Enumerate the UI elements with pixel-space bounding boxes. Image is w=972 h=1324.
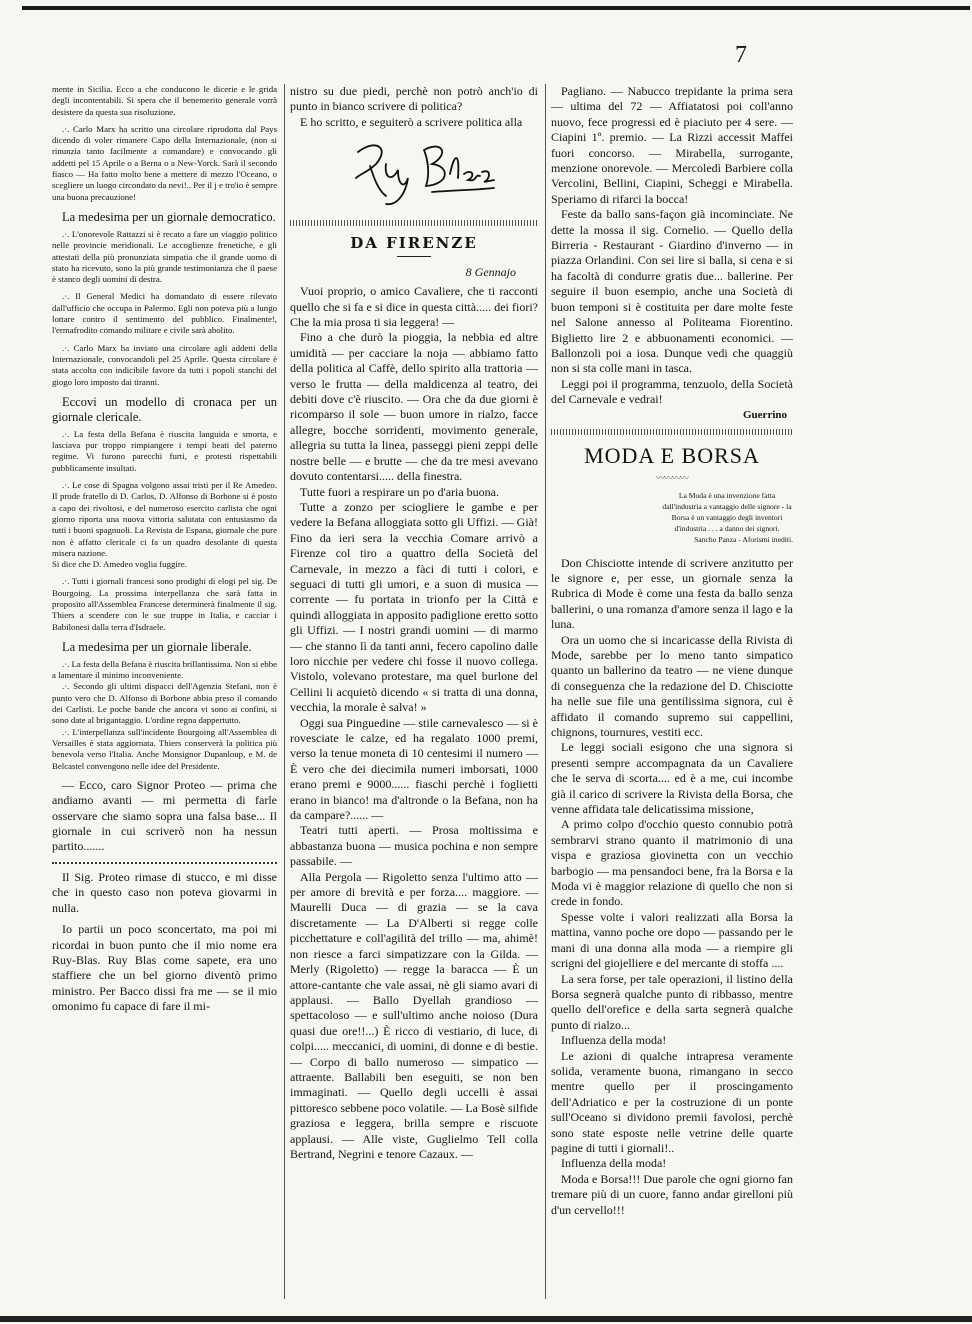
- paragraph: .·. L'interpellanza sull'incidente Bourgoing all'Assemblea di Versailles è stata aggiornata. Thiers conserverà la politica più benevola verso l'Italia. Anche Monsignor Dupanloup, e M. de Belcastel convengono nelle idee del Presidente.: [52, 726, 277, 771]
- paragraph: .·. L'onorevole Rattazzi si è recato a fare un viaggio politico nelle provincie meridionali. Le accoglienze frenetiche, e gli attestati della più pronunziata simpatia che il grande uomo di stato ha ricevuto, sono la più grande testimonianza che il paese è stanco degli uomini di destra.: [52, 228, 277, 285]
- paragraph: Vuoi proprio, o amico Cavaliere, che ti racconti quello che si fa e si dice in questa città..... dei fiori? Che la mia prosa ti sia leggera! —: [290, 284, 538, 330]
- paragraph: .·. La festa della Befana è riuscita languida e smorta, e lasciava pur troppo rimpiangere i tempi beati del paterno regime. Vi furono parecchi furti, e protesti rispettabili pubblicamente insultati.: [52, 428, 277, 473]
- paragraph: Io partii un poco sconcertato, ma poi mi ricordai in buon punto che il mio nome era Ruy-Blas. Ruy Blas come sapete, era uno staffiere che un bel giorno diventò primo ministro. Per Bacco dissi fra me — se il mio omonimo fu capace di fare il mi-: [52, 922, 277, 1014]
- section-title: DA FIRENZE: [350, 234, 478, 253]
- epigraph-source: Sancho Panza - Aforismi inediti.: [694, 534, 793, 544]
- paragraph: Teatri tutti aperti. — Prosa moltissima e abbastanza buona — musica pochina e non sempre passabile. —: [290, 823, 538, 869]
- paragraph: Le leggi sociali esigono che una signora si presenti sempre accompagnata da un Cavaliere che le serva di scorta.... ed è a me, cui incombe già il carico di scrivere la Rivista della Borsa, che venne affidata tale delicatissima missione,: [551, 740, 793, 817]
- paragraph: .·. Le cose di Spagna volgono assai tristi per il Re Amedeo. Il prode fratello di D. Carlos, D. Alfonso di Borbone si è posto a capo dei rivoltosi, e del numeroso esercito carlista che ogni giorno riporta una nuova vittoria salutata con entusiasmo da tutti i buoni spagnuoli. La Revista de Espana, giornale che pure non è affatto clericale ci fa un quadro desolante di questa misera nazione.: [52, 480, 277, 558]
- paragraph: .·. Carlo Marx ha inviato una circolare agli addetti della Internazionale, convocandoli pel 25 Aprile. Questa circolare è stata accolta con indicibile favore da tutti i popoli stanchi del giogo loro imposto dai tiranni.: [52, 342, 277, 387]
- epigraph: La Moda è una invenzione fatta dall'industria a vantaggio delle signore - la Borsa è un vantaggio degli inventori d'industria . . . a danno dei signori.: [662, 490, 792, 533]
- column-divider: [545, 84, 546, 1299]
- paragraph: Alla Pergola — Rigoletto senza l'ultimo atto — per amore di brevità e per forza.... maggiore. — Maurelli Duca — di grazia — se la cava discretamente — La D'Alberti si regge colle picchettature e coll'agilità del trillo — ma, ahimè! non riesce a farci simpatizzare con la Gilda. — Merly (Rigoletto) — regge la baracca — È un attore-cantante che vale assai, nè gli siamo avari di applausi. — Ballo Dyellah grandioso — spettacoloso — e sull'ultimo anche noioso (Dura quasi due ore!!...) È ricco di vestiario, di luce, di colpi..... meccanici, di uomini, di donne e di bestie. — Corpo di ballo numeroso — simpatico — attraente. Ballabili ben eseguiti, se non ben immaginati. — Quello degli uccelli è assai pittoresco sebbene poco volatile. — La Bosè silfide graziosa e leggera, brilla sempre e riscuote applausi. — Alle viste, Guglielmo Tell colla Bertrand, Negrini e tenore Cazaux. —: [290, 869, 538, 1161]
- paragraph: — Ecco, caro Signor Proteo — prima che andiamo avanti — mi permetta di farle osservare che siamo sopra una falsa base... Il giornale in cui scriverò non ha nessun partito.......: [52, 777, 277, 854]
- paragraph: .·. Tutti i giornali francesi sono prodighi di elogi pel sig. De Bourgoing. La prossima interpellanza che sarà fatta in proposito all'Assemblea Francese determinerà finalmente il sig. Thiers a scendere con le sue truppe in Italia, e cacciar i Babilonesi dalla terra d'Isdraele.: [52, 576, 277, 632]
- paragraph: .·. Secondo gli ultimi dispacci dell'Agenzia Stefani, non è punto vero che D. Alfonso di Borbone abbia preso il comando dei Carlisti. Le poche bande che ancora vi sono ai confini, si sono date al brigantaggio. L'ordine regna dappertutto.: [52, 681, 277, 726]
- column-divider: [284, 84, 285, 1299]
- paragraph: .·. La festa della Befana è riuscita brillantissima. Non si ebbe a lamentare il minimo inconveniente.: [52, 658, 277, 681]
- paragraph: Fino a che durò la pioggia, la nebbia ed altre umidità — per cacciare la noja — abbiamo fatto della politica al Caffè, dello spirito alla trattoria — verso le frutta — della maldicenza al teatro, dei debiti dove c'è riuscito. — Ora che da due giorni è ricomparso il sole — buon umore in rialzo, facce allegre, bocche sorridenti, movimento generale, allegria su tutta la linea, passeggi pieni zeppi delle nostre belle — e brutte — che da tre mesi avevano dovuto contentarsi..... della finestra.: [290, 330, 538, 484]
- paragraph: .·. Carlo Marx ha scritto una circolare riprodotta dal Pays dicendo di voler rimanere Capo della Internazionale, (non si rinunzia tanto facilmente a comandare) e convocando gli addetti pel 15 Aprile o a Berna o a New-Yorck. Sarà il secondo fiasco — Ha fatto molto bene a mettere di mezzo l'Oceano, o scegliere un luogo circondato da nevi!.. Per il j e tro'io è sempre una buona precauzione!: [52, 123, 277, 202]
- subheading: La medesima per un giornale democratico.: [62, 209, 276, 224]
- dotted-divider: [52, 862, 277, 864]
- paragraph: Leggi poi il programma, tenzuolo, della Società del Carnevale e vedrai!: [551, 376, 793, 407]
- paragraph: Spesse volte i valori realizzati alla Borsa la mattina, vanno poche ore dopo — passando per le mani di una donna alla moda — a riempire gli scrigni del giojelliere e del mercante di stoffa ....: [551, 909, 793, 971]
- section-divider: [290, 220, 538, 226]
- bottom-edge: [0, 1316, 972, 1322]
- top-rule: [22, 6, 970, 10]
- signature: [290, 130, 538, 212]
- paragraph: Pagliano. — Nabucco trepidante la prima sera — ultima del 72 — Affiatatosi poi coll'anno nuovo, fece progressi ed è piaciuto per 4 sere. — Ciapini 1º. premio. — La Rizzi accessit Maffei fuori concorso. — Mirabella, surrogante, menzione onorevole. — Mercoledì Barbiere colla Vercolini, Bellini, Ciapini, Scheggi e Mirabella. Speriamo di rifarci la bocca!: [551, 84, 793, 206]
- section-divider: [551, 429, 793, 435]
- paragraph: Il Sig. Proteo rimase di stucco, e mi disse che in questo caso non poteva giovarmi in nulla.: [52, 869, 277, 915]
- paragraph: Si dice che D. Amedeo voglia fuggire.: [52, 559, 187, 570]
- paragraph: Moda e Borsa!!! Due parole che ogni giorno fan tremare più di un cuore, fanno andar girelloni più d'un cervello!!!: [551, 1171, 793, 1217]
- subheading: La medesima per un giornale liberale.: [62, 639, 252, 654]
- paragraph: Le azioni di qualche intrapresa veramente solida, veramente buona, rimangano in secco mentre quello per il proscingamento dell'Adriatico e per la costruzione di un ponte sull'Oceano si dividono premii favolosi, perchè sono state esposte nelle vetrine delle quarte pagine di tutti i giornali!..: [551, 1048, 793, 1155]
- section-title: MODA E BORSA: [584, 442, 760, 468]
- ornament-rule: 〰〰〰〰: [655, 472, 688, 483]
- column-left: [52, 84, 277, 1306]
- title-rule: [397, 256, 431, 257]
- author-name: Guerrino: [743, 408, 787, 421]
- paragraph: Tutte a zonzo per sciogliere le gambe e per vedere la Befana alloggiata sotto gli Uffizi. — Già! Fino da ieri sera la vecchia Comare arrivò a Firenze col tiro a quattro della Società del Carnevale, in mezzo a fàci di tutti i colori, e seguaci di tutti gli umori, e a suon di musica — corrente — fu portata in trionfo per la Città e quindi alloggiata in apposito padiglione eretto sotto gli Uffizi. — I nostri grandi uomini — di marmo — che stanno lì da tanti anni, fecero capolino dalle loro nicchie per vedere chi fosse il nuovo collega. Vistolo, volevano protestare, ma quel burlone del Cellini li acquietò dicendo « si tratta di una donna, vecchia, la morale è salva! »: [290, 499, 538, 715]
- paragraph: .·. Il General Medici ha domandato di essere rilevato dall'ufficio che occupa in Palermo. Egli non poteva più a lungo lottare contro il sentimento del pubblico. Finalmente!, l'ermafrodito comando militare e civile sarà abolito.: [52, 291, 277, 336]
- paragraph: Ora un uomo che si incaricasse della Rivista di Mode, sarebbe per lo meno tanto simpatico quanto un ballerino da teatro — ne viene dunque di conseguenza che la redazione del D. Chisciotte ha nelle sue file una gentilissima signora, cui è affidato il comando supremo sui cappellini, chignons, tournures, vestiti ecc.: [551, 632, 793, 739]
- paragraph: Feste da ballo sans-façon già incominciate. Ne dette la mossa il sig. Cornelio. — Quello della Birreria - Restaurant - Giardino d'inverno — in piazza Orlandini. Con sei lire si balla, si cena e si ha facoltà di condurre gratis due... ballerine. Per seguire il buon esempio, anche una Società di buon temponi si è costituita per dare molte feste nel Salone annesso al Politeama Fiorentino. Biglietto lire 2 e abbuonamenti economici. — Ballonzoli poi a iosa. Dunque vedi che quaggiù non si sta colle mani in tasca.: [551, 207, 793, 376]
- paragraph: Don Chisciotte intende di scrivere anzitutto per le signore e, per esse, un giornale senza la Rubrica di Mode è come una festa da ballo senza ballerini, o una romanza d'amore senza il lago e la luna.: [551, 555, 793, 632]
- column-right: [551, 84, 793, 1306]
- paragraph: Oggi sua Pinguedine — stile carnevalesco — si è rovesciate le calze, ed ha regalato 1000 premi, verso la tenue moneta di 10 centesimi il numero — È vero che dei diecimila numeri imborsati, 1000 erano premi e 9000...... fiaschi perchè i foglietti erano in bianco! ma d'altronde o la Befana, non ha da campare?...... —: [290, 715, 538, 823]
- paragraph: Tutte fuori a respirare un po d'aria buona.: [300, 484, 499, 499]
- column-middle: [290, 84, 538, 1306]
- paragraph: Influenza della moda!: [561, 1156, 667, 1171]
- handwritten-signature: [346, 134, 496, 210]
- paragraph: E ho scritto, e seguiterò a scrivere politica alla: [300, 114, 523, 129]
- paragraph: A primo colpo d'occhio questo connubio potrà sembrarvi strano quanto il matrimonio di una vispa e graziosa giovinetta con un vecchio barbogio — ma pensandoci bene, fra la Borsa e la Moda vi è maggior relazione di quello che non si crede in fondo.: [551, 817, 793, 909]
- paragraph: mente in Sicilia. Ecco a che conducono le dicerie e le grida degli incontentabili. Si spera che il benemerito generale vorrà desistere da questa sua risoluzione.: [52, 84, 277, 117]
- paragraph: La sera forse, per tale operazioni, il listino della Borsa segnerà qualche punto di ribbasso, mentre quello dell'orefice e della sarta segnerà qualche punto di rialzo...: [551, 971, 793, 1032]
- paragraph: Influenza della moda!: [561, 1033, 667, 1048]
- page-number: 7: [735, 42, 747, 68]
- subheading: Eccovi un modello di cronaca per un giornale clericale.: [52, 394, 277, 424]
- paragraph: nistro su due piedi, perchè non potrò anch'io di punto in bianco scrivere di politica?: [290, 84, 538, 114]
- dateline: 8 Gennajo: [465, 265, 516, 280]
